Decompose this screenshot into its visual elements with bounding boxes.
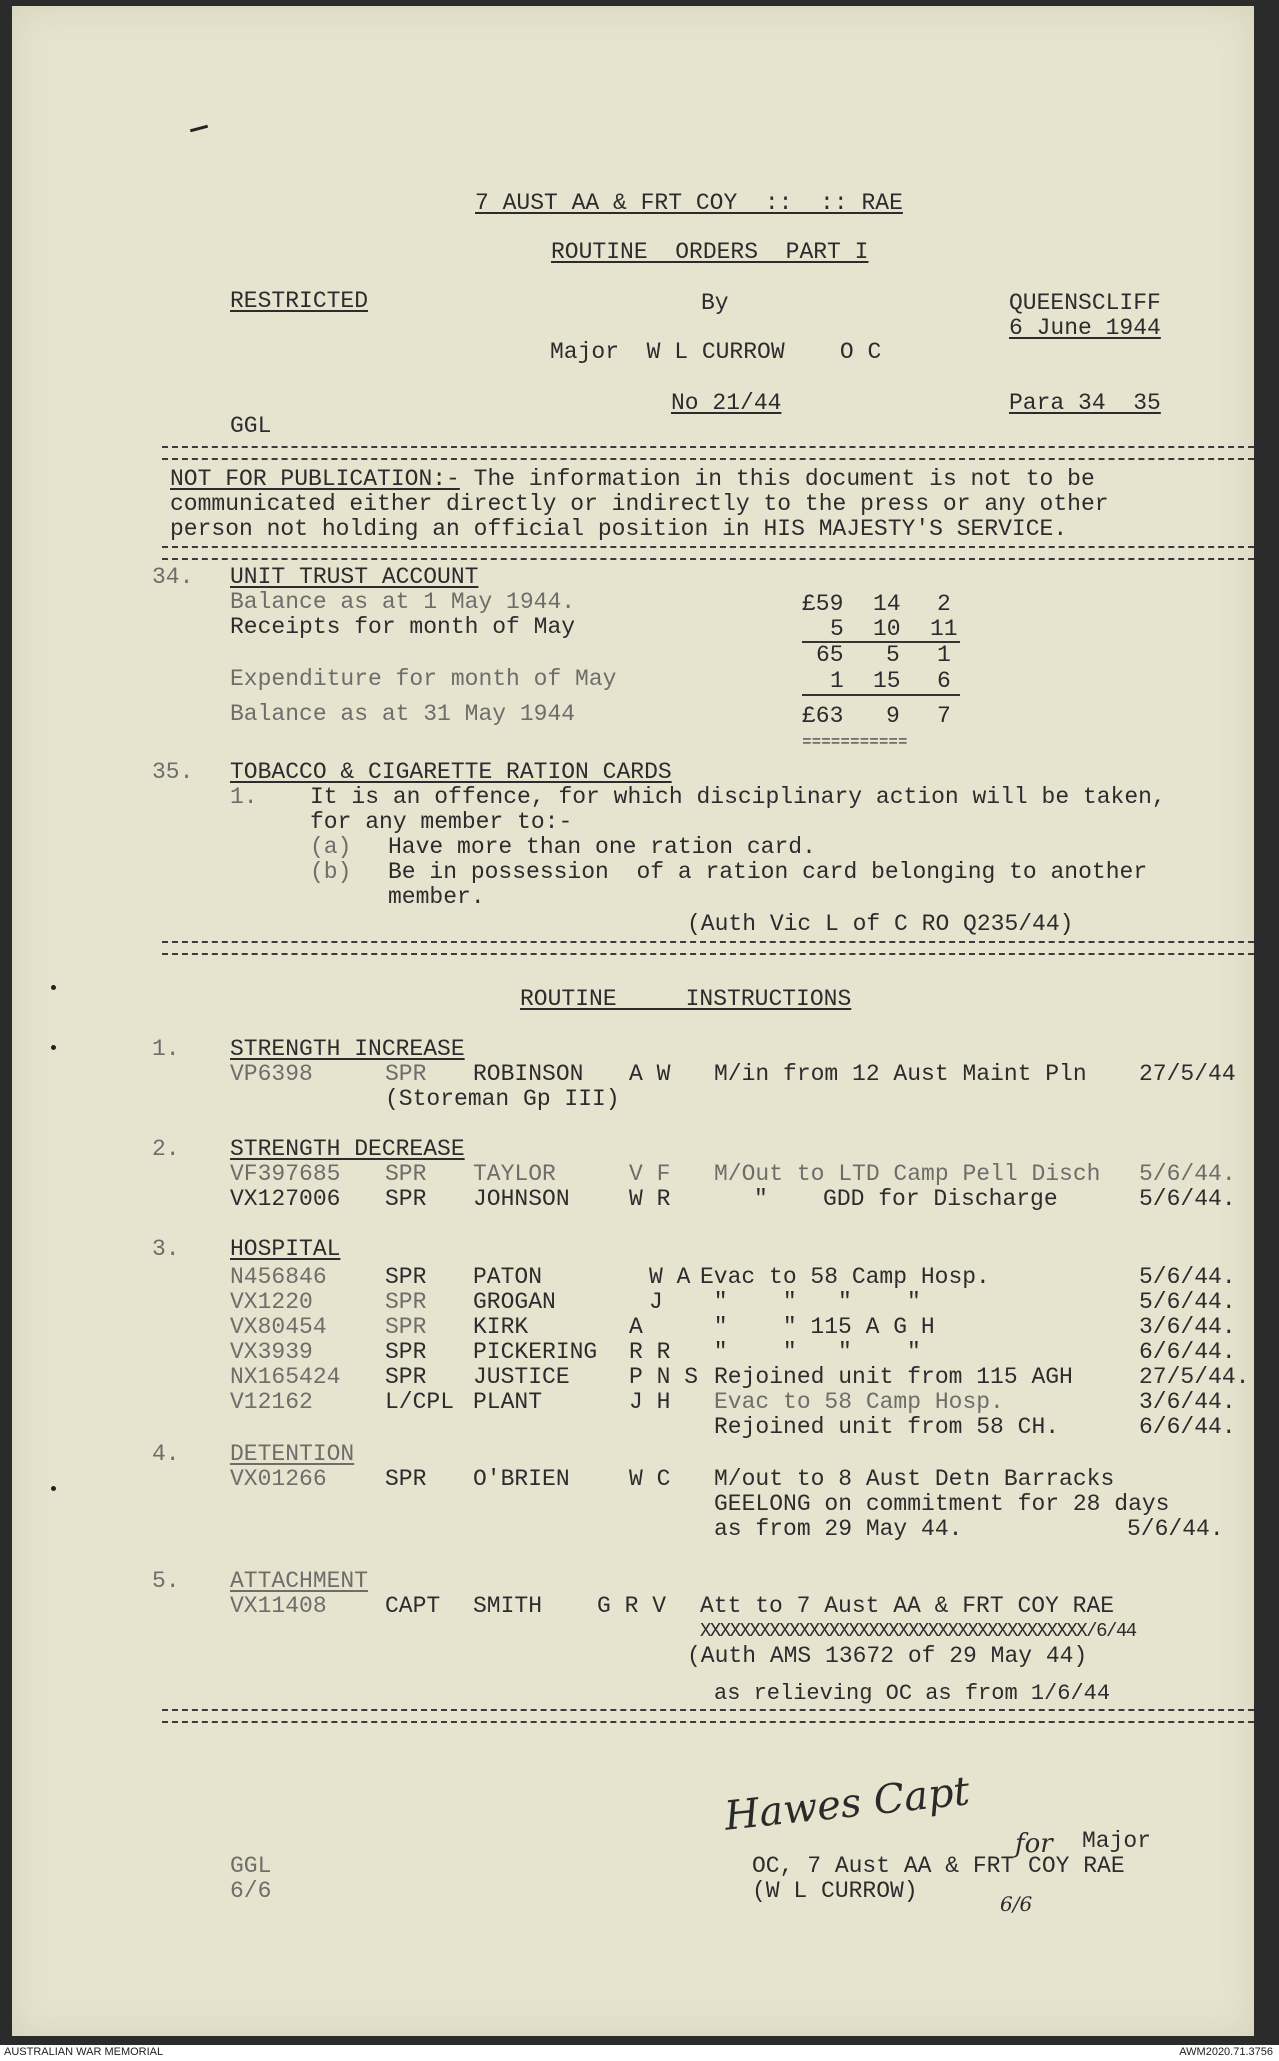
detail-continued: as from 29 May 44. — [714, 1516, 963, 1542]
para-35-number: 35. — [152, 759, 194, 785]
publication-notice-line-2: communicated either directly or indirectly to the press or any other — [170, 491, 1109, 517]
archive-footer — [0, 2045, 1279, 2061]
detail: " " " " — [700, 1289, 921, 1315]
divider — [162, 941, 1254, 955]
document-page — [12, 6, 1254, 2036]
surname: GROGAN — [473, 1289, 556, 1315]
para-range: Para 34 35 — [1009, 390, 1161, 416]
order-number: No 21/44 — [671, 390, 782, 416]
initials: W C — [629, 1466, 671, 1492]
signatory-title: OC, 7 Aust AA & FRT COY RAE — [752, 1853, 1125, 1879]
sub-item-b-cont: member. — [388, 884, 485, 910]
service-number: V12162 — [230, 1389, 313, 1415]
para-35-authority: (Auth Vic L of C RO Q235/44) — [687, 911, 1074, 937]
account-pence: 11 — [930, 616, 958, 642]
signature-initial-mark: 6/6 — [1000, 1892, 1033, 1916]
account-pounds: 1 — [830, 668, 844, 694]
effective-date: 6/6/44. — [1139, 1414, 1236, 1440]
rank: CAPT — [385, 1593, 441, 1619]
signature: Hawes Capt — [722, 1768, 972, 1840]
account-pounds: £63 — [802, 703, 844, 729]
service-number: VX11408 — [230, 1593, 327, 1619]
surname: KIRK — [473, 1314, 529, 1340]
account-shillings: 15 — [873, 668, 901, 694]
balance-double-rule: =========== — [802, 733, 908, 751]
para-35-heading: TOBACCO & CIGARETTE RATION CARDS — [230, 759, 672, 785]
detail: Att to 7 Aust AA & FRT COY RAE — [700, 1593, 1115, 1619]
initials: P N S — [629, 1364, 699, 1390]
surname: ROBINSON — [473, 1061, 584, 1087]
detail: " GDD for Discharge — [754, 1186, 1058, 1212]
divider — [162, 446, 1254, 460]
account-label: Balance as at 31 May 1944 — [230, 701, 576, 727]
section-number: 3. — [152, 1236, 180, 1262]
pencil-mark — [190, 125, 208, 133]
service-number: N456846 — [230, 1264, 327, 1290]
detail: M/Out to LTD Camp Pell Disch — [714, 1161, 1101, 1187]
signatory-name: (W L CURROW) — [752, 1878, 918, 1904]
effective-date: 5/6/44. — [1127, 1516, 1224, 1542]
subtotal-line — [802, 694, 960, 696]
section-heading: STRENGTH DECREASE — [230, 1136, 465, 1162]
account-shillings: 14 — [873, 591, 901, 617]
initials: R R — [629, 1339, 671, 1365]
service-number: VX1220 — [230, 1289, 313, 1315]
detail: M/in from 12 Aust Maint Pln — [714, 1061, 1087, 1087]
sub-item-b-label: (b) — [310, 859, 352, 885]
initials: W R — [629, 1186, 671, 1212]
account-shillings: 10 — [873, 616, 901, 642]
document-title: ROUTINE ORDERS PART I — [551, 239, 869, 265]
detail: Evac to 58 Camp Hosp. — [714, 1389, 1004, 1415]
detail-continued: Rejoined unit from 58 CH. — [714, 1414, 1060, 1440]
initials: A W — [629, 1061, 671, 1087]
rank: SPR — [385, 1339, 427, 1365]
reference-initials: GGL — [230, 1853, 272, 1879]
detail-continued: GEELONG on commitment for 28 days — [714, 1491, 1170, 1517]
rank: SPR — [385, 1466, 427, 1492]
rank: SPR — [385, 1186, 427, 1212]
effective-date: 5/6/44. — [1139, 1289, 1236, 1315]
surname: JOHNSON — [473, 1186, 570, 1212]
archive-name: AUSTRALIAN WAR MEMORIAL — [4, 2046, 164, 2058]
account-pence: 6 — [937, 668, 951, 694]
account-pounds: 65 — [816, 642, 844, 668]
para-35-line-1: It is an offence, for which disciplinary action will be taken, — [310, 784, 1166, 810]
sub-item-b: Be in possession of a ration card belonging to another — [388, 859, 1148, 885]
section-number: 4. — [152, 1441, 180, 1467]
account-pounds: £59 — [802, 591, 844, 617]
handwritten-amendment: as relieving OC as from 1/6/44 — [714, 1681, 1111, 1706]
header-initials: GGL — [230, 413, 272, 439]
section-heading: HOSPITAL — [230, 1236, 341, 1262]
service-number: VP6398 — [230, 1061, 313, 1087]
surname: JUSTICE — [473, 1364, 570, 1390]
detail: " " " " — [700, 1339, 921, 1365]
para-35-item: 1. — [230, 784, 258, 810]
account-label: Receipts for month of May — [230, 614, 576, 640]
para-34-heading: UNIT TRUST ACCOUNT — [230, 564, 479, 590]
publication-notice-line-1: NOT FOR PUBLICATION:- The information in this document is not to be — [170, 466, 1095, 492]
rank: SPR — [385, 1289, 427, 1315]
service-number: VF397685 — [230, 1161, 341, 1187]
instructions-title: ROUTINE INSTRUCTIONS — [520, 986, 852, 1012]
signatory-rank: Major — [1082, 1828, 1152, 1854]
rank: SPR — [385, 1364, 427, 1390]
effective-date: 5/6/44. — [1139, 1264, 1236, 1290]
effective-date: 5/6/44. — [1139, 1161, 1236, 1187]
effective-date: 5/6/44. — [1139, 1186, 1236, 1212]
detail: Rejoined unit from 115 AGH — [714, 1364, 1073, 1390]
sub-item-a-label: (a) — [310, 834, 352, 860]
section-heading: ATTACHMENT — [230, 1568, 369, 1594]
section-number: 1. — [152, 1036, 180, 1062]
surname: TAYLOR — [473, 1161, 556, 1187]
service-number: VX3939 — [230, 1339, 313, 1365]
effective-date: 27/5/44 — [1139, 1061, 1236, 1087]
date: 6 June 1944 — [1009, 315, 1161, 341]
signature-for-mark: for — [1015, 1829, 1053, 1859]
struck-out-line: XXXXXXXXXXXXXXXXXXXXXXXXXXXXXXXXXXXXXXX/6/44 — [700, 1620, 1136, 1642]
section-heading: STRENGTH INCREASE — [230, 1036, 465, 1062]
initials: J — [649, 1289, 663, 1315]
rank: SPR — [385, 1061, 427, 1087]
detail: M/out to 8 Aust Detn Barracks — [714, 1466, 1115, 1492]
service-number: VX01266 — [230, 1466, 327, 1492]
surname: PICKERING — [473, 1339, 598, 1365]
account-pence: 1 — [937, 642, 951, 668]
account-pence: 7 — [937, 703, 951, 729]
unit-title: 7 AUST AA & FRT COY :: :: RAE — [475, 190, 903, 216]
margin-dot — [51, 1045, 56, 1050]
detail: Evac to 58 Camp Hosp. — [700, 1264, 990, 1290]
account-pounds: 5 — [830, 616, 844, 642]
surname: PLANT — [473, 1389, 543, 1415]
officer-line: Major W L CURROW O C — [550, 339, 882, 365]
initials: A — [629, 1314, 643, 1340]
reference-date: 6/6 — [230, 1878, 272, 1904]
initials: W A — [649, 1264, 691, 1290]
margin-dot — [51, 1486, 56, 1491]
para-35-line-2: for any member to:- — [310, 809, 573, 835]
service-number: VX80454 — [230, 1314, 327, 1340]
place: QUEENSCLIFF — [1009, 290, 1161, 316]
rank: SPR — [385, 1264, 427, 1290]
divider — [162, 546, 1254, 560]
by-label: By — [701, 290, 729, 316]
divider — [162, 1709, 1254, 1723]
effective-date: 3/6/44. — [1139, 1314, 1236, 1340]
account-pence: 2 — [937, 591, 951, 617]
surname: O'BRIEN — [473, 1466, 570, 1492]
rank: SPR — [385, 1161, 427, 1187]
account-shillings: 5 — [886, 642, 900, 668]
margin-dot — [51, 985, 56, 990]
section-number: 5. — [152, 1568, 180, 1594]
rank: SPR — [385, 1314, 427, 1340]
initials: J H — [629, 1389, 671, 1415]
effective-date: 6/6/44. — [1139, 1339, 1236, 1365]
archive-reference: AWM2020.71.3756 — [1179, 2046, 1273, 2058]
surname: PATON — [473, 1264, 543, 1290]
service-number: NX165424 — [230, 1364, 341, 1390]
sub-item-a: Have more than one ration card. — [388, 834, 816, 860]
initials: V F — [629, 1161, 671, 1187]
surname: SMITH — [473, 1593, 543, 1619]
attachment-authority: (Auth AMS 13672 of 29 May 44) — [687, 1643, 1088, 1669]
section-heading: DETENTION — [230, 1441, 355, 1467]
effective-date: 27/5/44. — [1139, 1364, 1250, 1390]
account-shillings: 9 — [886, 703, 900, 729]
publication-notice-line-3: person not holding an official position in HIS MAJESTY'S SERVICE. — [170, 516, 1068, 542]
effective-date: 3/6/44. — [1139, 1389, 1236, 1415]
row-note: (Storeman Gp III) — [385, 1086, 620, 1112]
rank: L/CPL — [385, 1389, 455, 1415]
account-label: Balance as at 1 May 1944. — [230, 589, 576, 615]
detail: " " 115 A G H — [700, 1314, 935, 1340]
para-34-number: 34. — [152, 564, 194, 590]
service-number: VX127006 — [230, 1186, 341, 1212]
account-label: Expenditure for month of May — [230, 666, 617, 692]
initials: G R V — [597, 1593, 667, 1619]
classification: RESTRICTED — [230, 288, 369, 314]
section-number: 2. — [152, 1136, 180, 1162]
